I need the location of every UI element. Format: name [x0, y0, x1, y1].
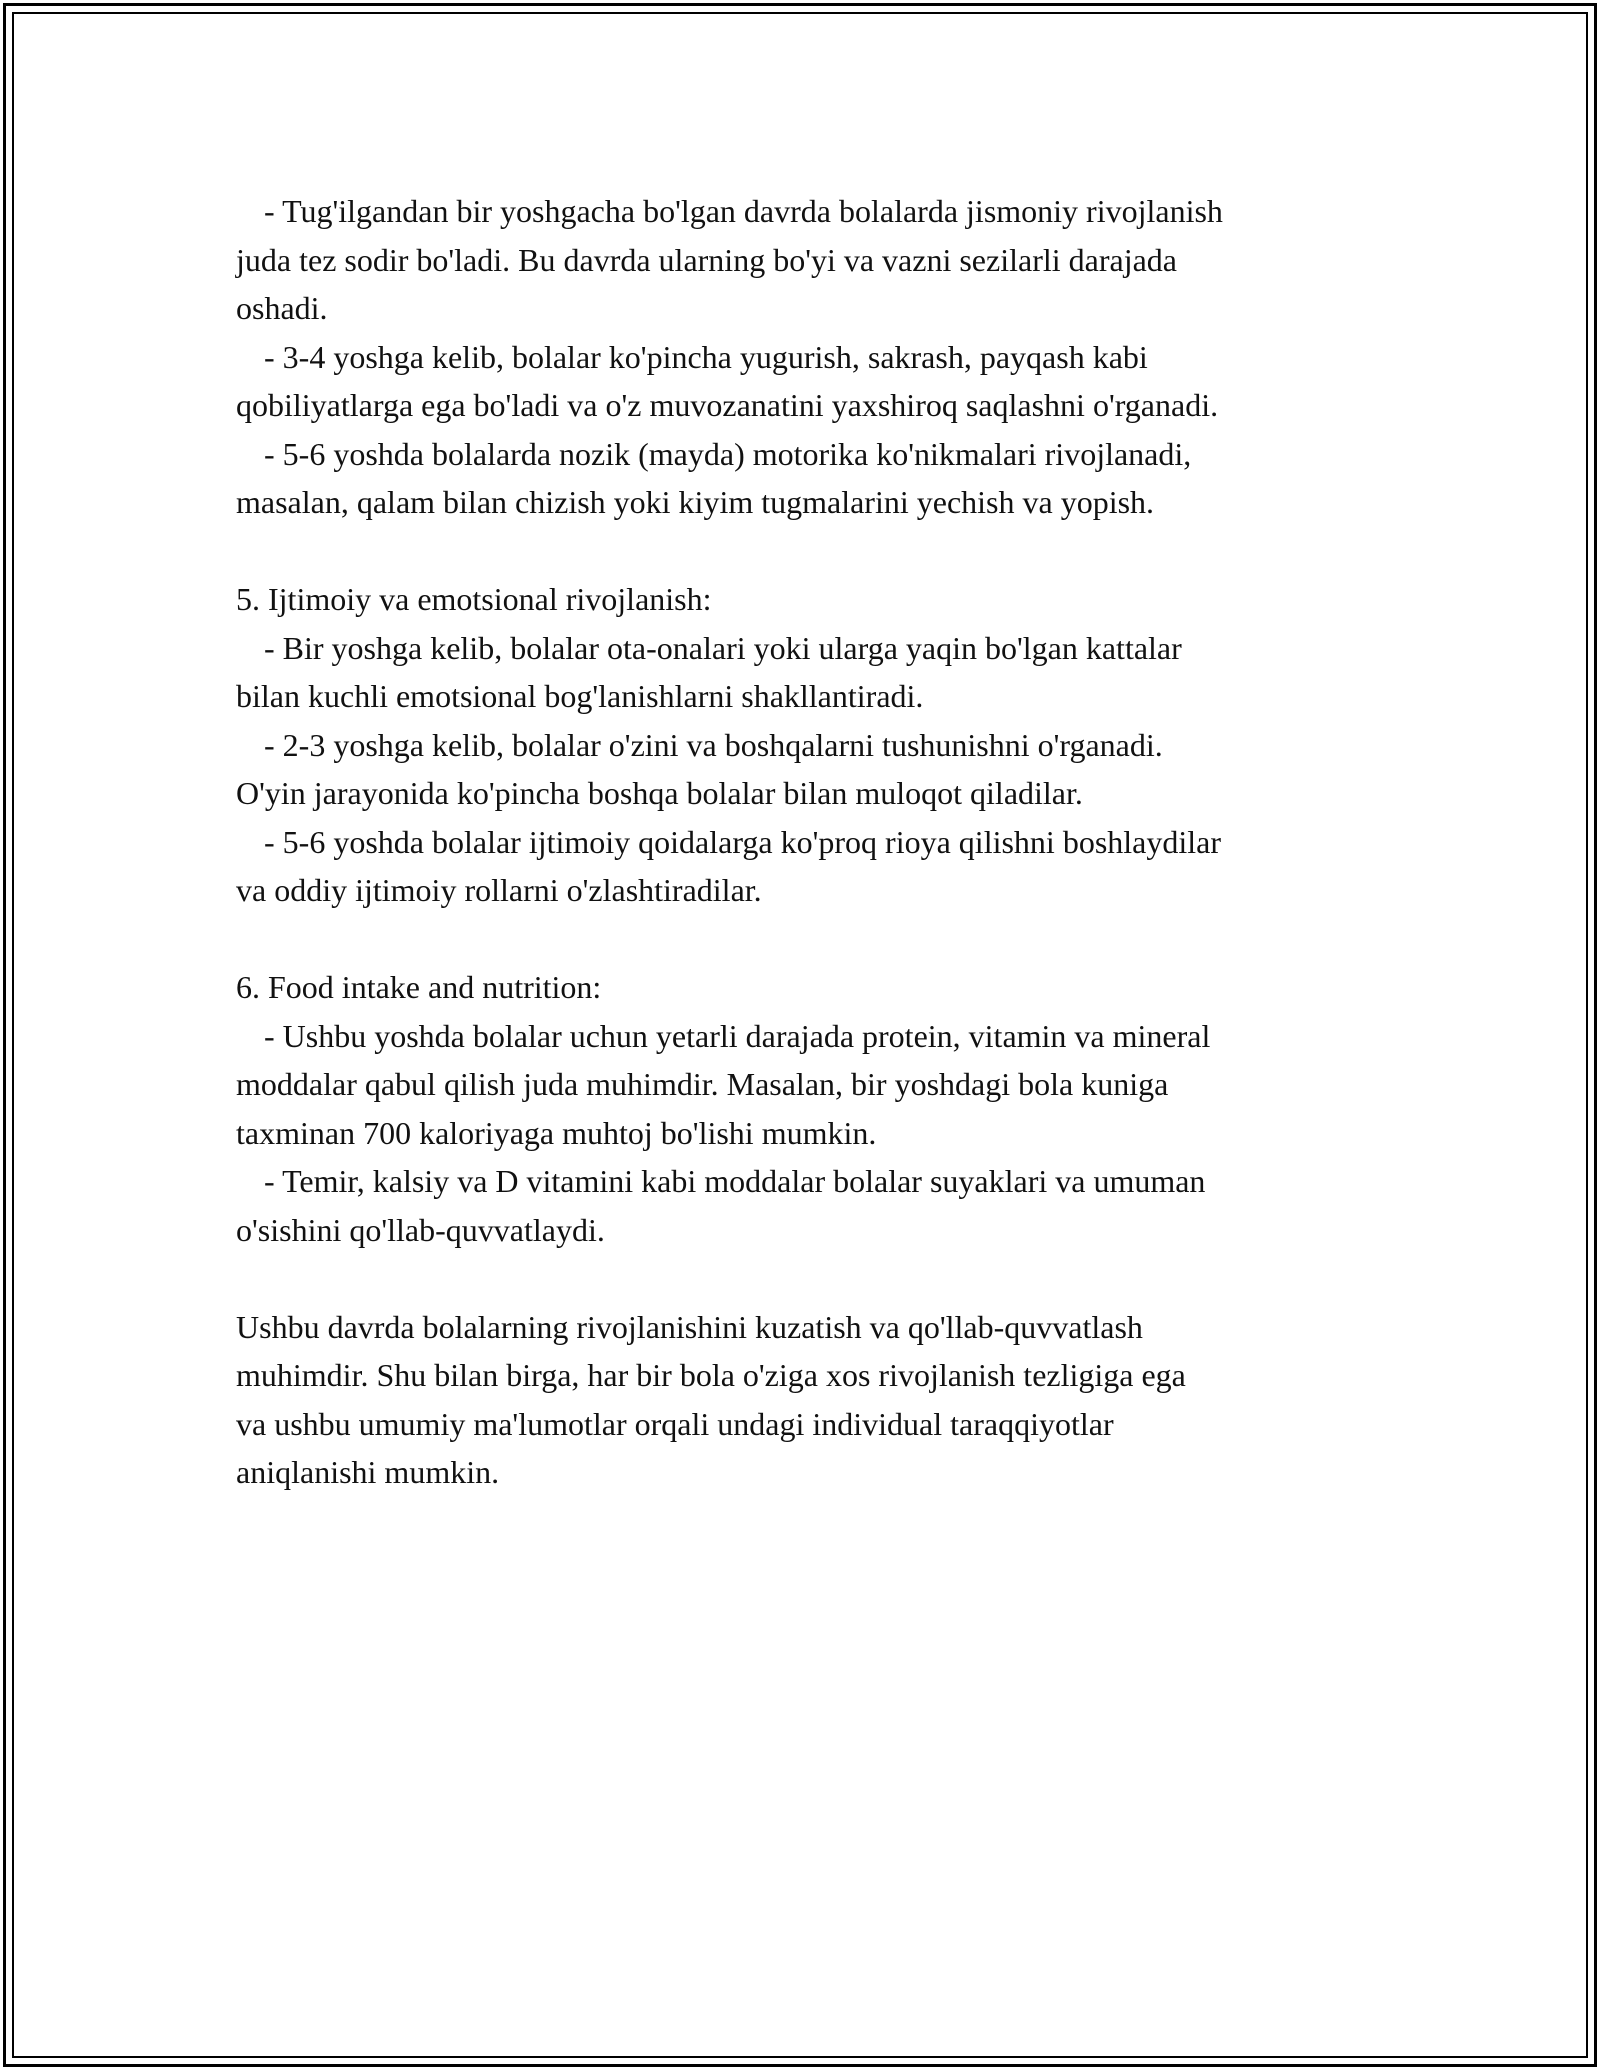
text-line: O'yin jarayonida ko'pincha boshqa bolalar bilan muloqot qiladilar.: [236, 775, 1083, 811]
text-line: qobiliyatlarga ega bo'ladi va o'z muvozanatini yaxshiroq saqlashni o'rganadi.: [236, 387, 1219, 423]
text-line: - Temir, kalsiy va D vitamini kabi moddalar bolalar suyaklari va umuman: [264, 1163, 1206, 1199]
text-line: - 3-4 yoshga kelib, bolalar ko'pincha yugurish, sakrash, payqash kabi: [264, 338, 1148, 375]
text-line: masalan, qalam bilan chizish yoki kiyim tugmalarini yechish va yopish.: [236, 484, 1155, 520]
text-line: - 2-3 yoshga kelib, bolalar o'zini va boshqalarni tushunishni o'rganadi.: [264, 726, 1163, 763]
social-item-1: [236, 624, 1416, 721]
text-line: - 5-6 yoshda bolalar ijtimoiy qoidalarga ko'proq rioya qilishni boshlaydilar: [264, 823, 1221, 860]
text-line: aniqlanishi mumkin.: [236, 1454, 500, 1490]
text-line: moddalar qabul qilish juda muhimdir. Masalan, bir yoshdagi bola kuniga: [236, 1066, 1169, 1102]
paragraph-gap: [236, 527, 1416, 576]
text-line: - Tug'ilgandan bir yoshgacha bo'lgan davrda bolalarda jismoniy rivojlanish: [264, 193, 1223, 229]
text-line: oshadi.: [236, 290, 328, 326]
text-line: va oddiy ijtimoiy rollarni o'zlashtiradilar.: [236, 872, 762, 908]
text-line: bilan kuchli emotsional bog'lanishlarni shakllantiradi.: [236, 678, 924, 714]
physical-item-1: [236, 187, 1416, 333]
paragraph-gap: [236, 1254, 1416, 1303]
text-line: - Bir yoshga kelib, bolalar ota-onalari yoki ularga yaqin bo'lgan kattalar: [264, 629, 1182, 666]
physical-item-3: [236, 430, 1416, 527]
section-heading-social: 5. Ijtimoiy va emotsional rivojlanish:: [236, 581, 712, 617]
text-line: va ushbu umumiy ma'lumotlar orqali undagi individual taraqqiyotlar: [236, 1405, 1114, 1442]
text-line: juda tez sodir bo'ladi. Bu davrda ularning bo'yi va vazni sezilarli darajada: [236, 241, 1177, 278]
text-line: muhimdir. Shu bilan birga, har bir bola o'ziga xos rivojlanish tezligiga ega: [236, 1357, 1186, 1393]
text-line: - Ushbu yoshda bolalar uchun yetarli darajada protein, vitamin va mineral: [264, 1017, 1211, 1054]
section-heading-food: 6. Food intake and nutrition:: [236, 969, 602, 1005]
physical-item-2: [236, 333, 1416, 430]
social-item-3: [236, 818, 1416, 915]
food-item-1: [236, 1012, 1416, 1158]
text-line: taxminan 700 kaloriyaga muhtoj bo'lishi mumkin.: [236, 1114, 877, 1151]
social-item-2: [236, 721, 1416, 818]
food-item-2: [236, 1157, 1416, 1254]
text-line: - 5-6 yoshda bolalarda nozik (mayda) motorika ko'nikmalari rivojlanadi,: [264, 435, 1192, 472]
conclusion-paragraph: [236, 1303, 1416, 1497]
text-line: Ushbu davrda bolalarning rivojlanishini kuzatish va qo'llab-quvvatlash: [236, 1308, 1143, 1345]
text-line: o'sishini qo'llab-quvvatlaydi.: [236, 1211, 605, 1248]
paragraph-gap: [236, 915, 1416, 964]
document-body: [236, 187, 1416, 1497]
